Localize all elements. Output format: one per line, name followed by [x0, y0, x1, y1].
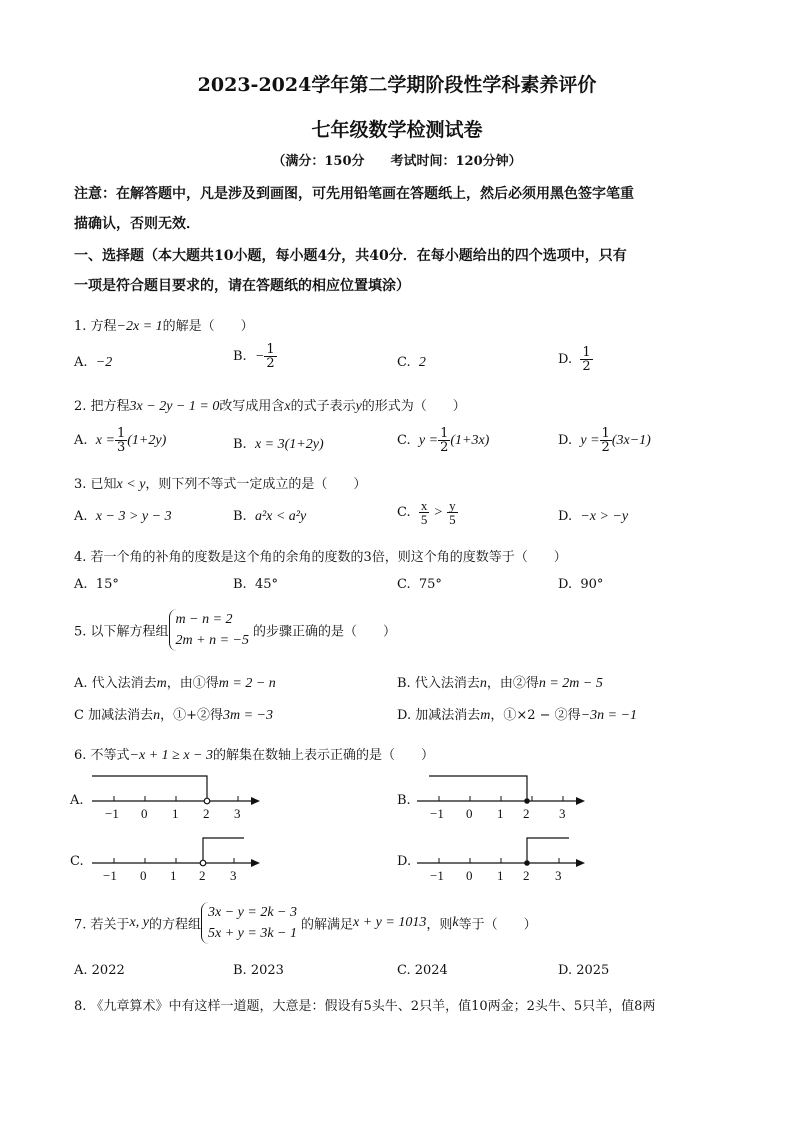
- q6-option-b-number-line[interactable]: [413, 770, 593, 822]
- q1-option-a[interactable]: A. −2: [74, 355, 113, 370]
- q3-option-b[interactable]: B. a²x < a²y: [233, 509, 307, 524]
- question-8: 8. 《九章算术》中有这样一道题，大意是：假设有5头牛、2只羊，值10两金；2头牛、5只羊，值8两: [74, 999, 656, 1014]
- q3-option-d[interactable]: D. −x > −y: [558, 509, 629, 524]
- svg-text:3: 3: [559, 806, 566, 821]
- q6-option-d-label[interactable]: D.: [397, 854, 412, 869]
- q5-option-d[interactable]: D. 加减法消去m，①×2 − ②得−3n = −1: [397, 708, 638, 723]
- q1-equation: −2x = 1: [116, 319, 163, 334]
- section-1-heading-line-2: 一项是符合题目要求的，请在答题纸的相应位置填涂）: [74, 278, 410, 294]
- q5-equation-system: m − n = 2 2m + n = −5: [169, 609, 253, 651]
- exam-title: 2023-2024学年第二学期阶段性学科素养评价: [197, 74, 597, 96]
- q7-option-d[interactable]: D. 2025: [558, 963, 610, 978]
- question-1: 1. 方程−2x = 1的解是（ ）: [74, 319, 254, 334]
- question-4: 4. 若一个角的补角的度数是这个角的余角的度数的3倍，则这个角的度数等于（ ）: [74, 550, 567, 565]
- q7-option-b[interactable]: B. 2023: [233, 963, 284, 978]
- svg-text:0: 0: [466, 868, 473, 883]
- q2-option-b[interactable]: B. x = 3(1+2y): [233, 437, 324, 452]
- question-3: 3. 已知x < y，则下列不等式一定成立的是（ ）: [74, 477, 367, 492]
- q2-option-d[interactable]: D. y = $\frac{1}{2}$ (3x−1): [558, 426, 651, 455]
- exam-subtitle: 七年级数学检测试卷: [311, 119, 483, 141]
- q3-option-a[interactable]: A. x − 3 > y − 3: [74, 509, 172, 524]
- svg-text:−1: −1: [105, 806, 119, 821]
- q6-option-d-number-line[interactable]: [413, 832, 593, 884]
- q4-option-b[interactable]: B. 45°: [233, 577, 278, 592]
- svg-text:−1: −1: [430, 806, 444, 821]
- q3-option-c[interactable]: C. $\frac{x}{5}$ > $\frac{y}{5}$: [397, 498, 456, 527]
- svg-text:−1: −1: [430, 868, 444, 883]
- svg-text:0: 0: [141, 806, 148, 821]
- svg-text:2: 2: [523, 806, 530, 821]
- q5-option-c[interactable]: C 加减法消去n，①+②得3m = −3: [74, 708, 274, 723]
- notice-line-2: 描确认，否则无效．: [74, 216, 200, 232]
- svg-text:0: 0: [466, 806, 473, 821]
- svg-text:1: 1: [172, 806, 179, 821]
- q5-option-a[interactable]: A. 代入法消去m，由①得m = 2 − n: [74, 676, 276, 691]
- q6-option-c-number-line[interactable]: [88, 832, 268, 884]
- q7-equation-system: 3x − y = 2k − 3 5x + y = 3k − 1: [201, 902, 301, 944]
- question-2: 2. 把方程3x − 2y − 1 = 0改写成用含x的式子表示y的形式为（ ）: [74, 399, 466, 414]
- svg-text:3: 3: [230, 868, 237, 883]
- svg-text:2: 2: [523, 868, 530, 883]
- q6-option-b-label[interactable]: B.: [397, 793, 411, 808]
- svg-text:1: 1: [497, 868, 504, 883]
- svg-text:1: 1: [497, 806, 504, 821]
- q7-option-a[interactable]: A. 2022: [74, 963, 125, 978]
- q6-option-a-number-line[interactable]: [88, 770, 268, 822]
- section-1-heading-line-1: 一、选择题（本大题共10小题，每小题4分，共40分．在每小题给出的四个选项中，只有: [74, 248, 627, 264]
- q7-option-c[interactable]: C. 2024: [397, 963, 448, 978]
- svg-text:1: 1: [170, 868, 177, 883]
- q1-option-b[interactable]: B. − $\frac{1}{2}$: [233, 342, 275, 371]
- q1-option-d[interactable]: D. $\frac{1}{2}$: [558, 345, 591, 374]
- q1-d-fraction: $\frac{1}{2}$: [582, 345, 591, 374]
- question-6: 6. 不等式−x + 1 ≥ x − 3的解集在数轴上表示正确的是（ ）: [74, 748, 435, 763]
- q1-option-c[interactable]: C. 2: [397, 355, 426, 370]
- q2-option-c[interactable]: C. y = $\frac{1}{2}$ (1+3x): [397, 426, 490, 455]
- q1-b-fraction: $\frac{1}{2}$: [266, 342, 275, 371]
- q4-option-d[interactable]: D. 90°: [558, 577, 604, 592]
- q4-option-c[interactable]: C. 75°: [397, 577, 442, 592]
- svg-text:2: 2: [203, 806, 210, 821]
- svg-text:3: 3: [555, 868, 562, 883]
- q5-option-b[interactable]: B. 代入法消去n，由②得n = 2m − 5: [397, 676, 603, 691]
- question-7: 7. 若关于x, y的方程组 3x − y = 2k − 3 5x + y = 3k − 1 的解满足x + y = 1013，则k等于（ ）: [74, 902, 537, 944]
- question-5: 5. 以下解方程组 m − n = 2 2m + n = −5 的步骤正确的是（ ）: [74, 609, 396, 651]
- q6-option-a-label[interactable]: A.: [70, 793, 84, 808]
- svg-text:−1: −1: [103, 868, 117, 883]
- svg-text:2: 2: [199, 868, 206, 883]
- svg-text:3: 3: [234, 806, 241, 821]
- q2-option-a[interactable]: A. x = $\frac{1}{3}$ (1+2y): [74, 426, 167, 455]
- notice-line-1: 注意：在解答题中，凡是涉及到画图，可先用铅笔画在答题纸上，然后必须用黑色签字笔重: [74, 186, 634, 202]
- q4-option-a[interactable]: A. 15°: [74, 577, 119, 592]
- exam-meta: （满分：150分 考试时间：120分钟）: [272, 154, 522, 169]
- svg-text:0: 0: [140, 868, 147, 883]
- q6-option-c-label[interactable]: C.: [70, 854, 84, 869]
